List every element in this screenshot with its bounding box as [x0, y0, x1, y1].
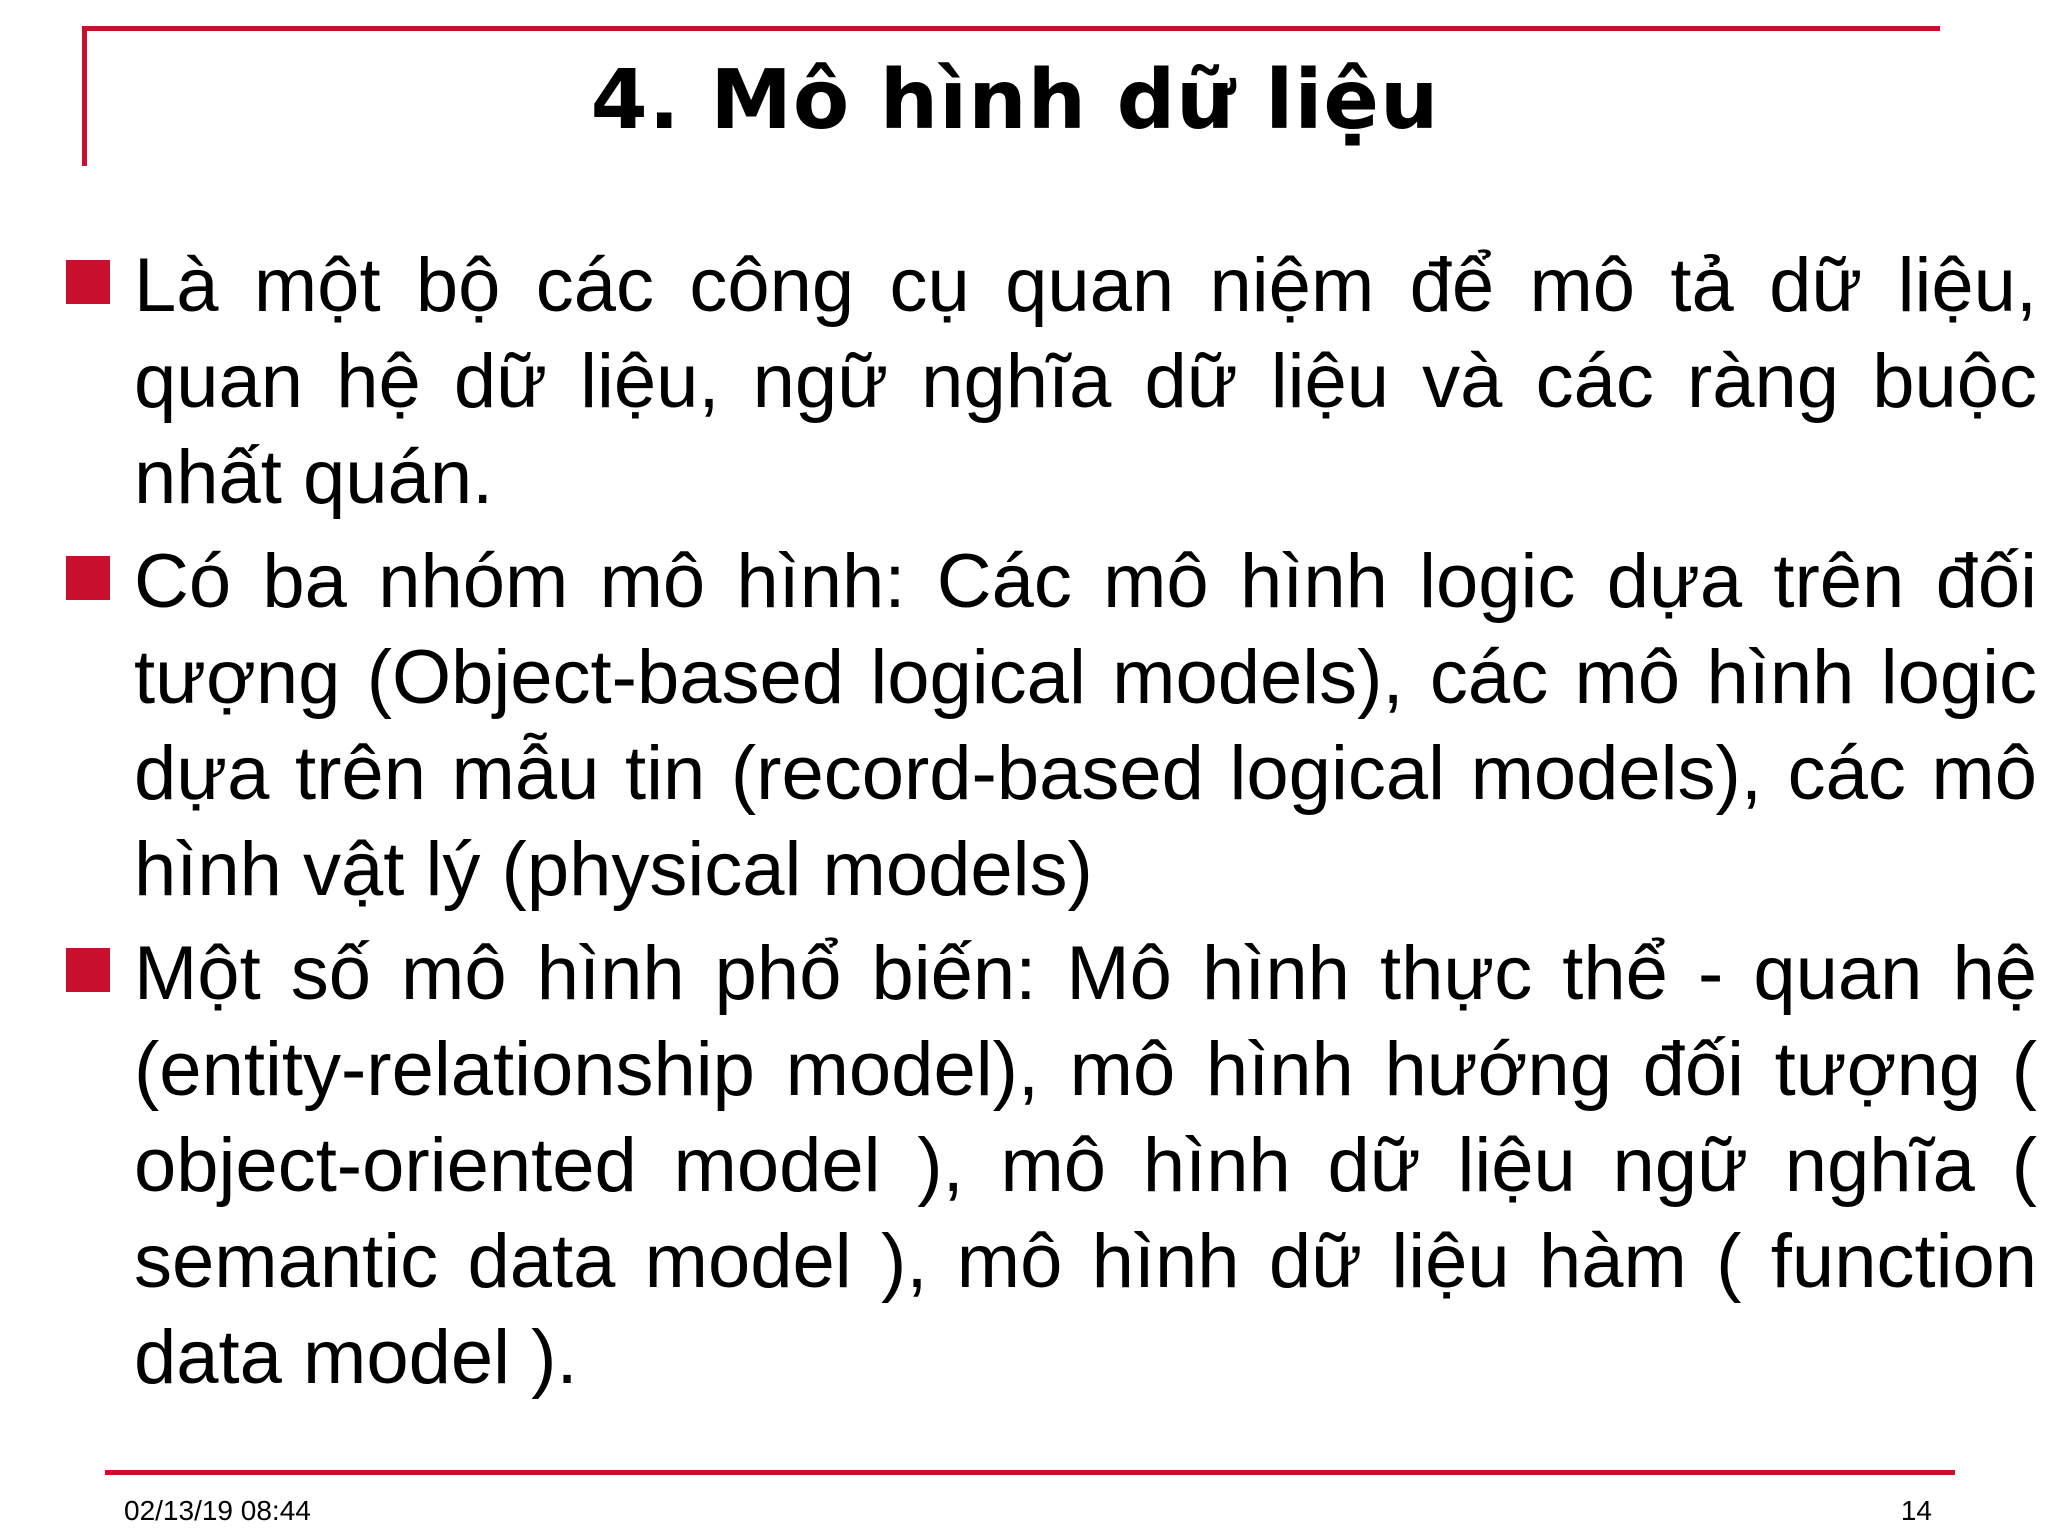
square-bullet-icon: [66, 948, 110, 992]
bullet-text: Một số mô hình phổ biến: Mô hình thực thể - quan hệ (entity-relationship model), mô hình hướng đối tượng ( object-oriented model ), mô hình dữ liệu ngữ nghĩa ( semantic data model ), mô hình dữ liệu hàm ( function data model ).: [134, 931, 2037, 1400]
footer-date: 02/13/19 08:44: [124, 1495, 311, 1526]
bullet-item: [62, 926, 2037, 1406]
bullet-text: Có ba nhóm mô hình: Các mô hình logic dựa trên đối tượng (Object-based logical models), các mô hình logic dựa trên mẫu tin (record-based logical models), các mô hình vật lý (physical models): [134, 539, 2037, 912]
title-frame-top-rule: [82, 26, 1940, 31]
footer-rule: [105, 1470, 1955, 1475]
bullet-text: Là một bộ các công cụ quan niệm để mô tả dữ liệu, quan hệ dữ liệu, ngữ nghĩa dữ liệu và các ràng buộc nhất quán.: [134, 243, 2037, 520]
slide-title: 4. Mô hình dữ liệu: [590, 53, 1440, 148]
bullet-list: [62, 238, 2037, 1414]
title-frame-left-rule: [82, 26, 87, 166]
bullet-item: [62, 534, 2037, 918]
square-bullet-icon: [66, 260, 110, 304]
page-number: 14: [1900, 1495, 1932, 1526]
bullet-item: [62, 238, 2037, 526]
square-bullet-icon: [66, 556, 110, 600]
